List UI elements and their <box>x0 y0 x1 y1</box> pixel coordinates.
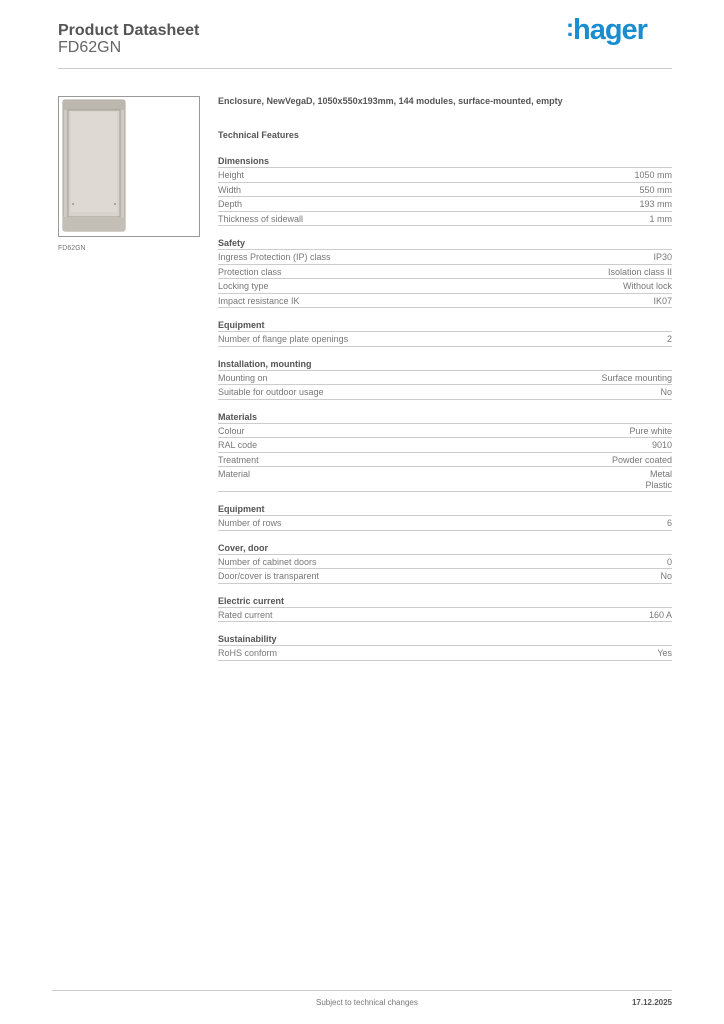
product-image <box>58 96 200 237</box>
spec-label: Treatment <box>218 454 259 465</box>
spec-label: RoHS conform <box>218 648 278 658</box>
section-heading: Sustainability <box>218 632 672 646</box>
spec-label: Mounting on <box>218 372 268 383</box>
spec-value: No <box>660 387 672 397</box>
spec-value: 0 <box>666 556 672 567</box>
spec-value: 2 <box>666 334 672 344</box>
spec-value: 1 mm <box>649 213 672 224</box>
section-heading: Installation, mounting <box>218 357 672 371</box>
section-heading: Cover, door <box>218 541 672 555</box>
spec-row <box>218 453 672 468</box>
spec-row <box>218 371 672 386</box>
spec-value: Surface mounting <box>601 372 672 383</box>
spec-row <box>218 555 672 570</box>
spec-row <box>218 516 672 531</box>
section-heading: Dimensions <box>218 154 672 168</box>
spec-section <box>218 236 672 308</box>
header-divider <box>58 68 672 69</box>
spec-row <box>218 467 672 492</box>
spec-section <box>218 594 672 623</box>
spec-row <box>218 385 672 400</box>
spec-row <box>218 608 672 623</box>
spec-label: Number of cabinet doors <box>218 556 317 567</box>
spec-label: Thickness of sidewall <box>218 213 304 224</box>
spec-value: 193 mm <box>639 199 672 209</box>
section-heading: Electric current <box>218 594 672 608</box>
spec-row <box>218 332 672 347</box>
product-code: FD62GN <box>58 39 122 56</box>
spec-value: Pure white <box>629 425 672 436</box>
spec-value: Without lock <box>622 281 672 291</box>
spec-label: Suitable for outdoor usage <box>218 387 324 397</box>
spec-label: Number of rows <box>218 518 282 528</box>
spec-label: Ingress Protection (IP) class <box>218 252 331 262</box>
footer-note: Subject to technical changes <box>316 998 418 1007</box>
section-heading: Equipment <box>218 318 672 332</box>
spec-row <box>218 168 672 183</box>
spec-value: Yes <box>657 648 672 658</box>
image-caption: FD62GN <box>58 245 86 252</box>
spec-section <box>218 154 672 226</box>
spec-label: Material <box>218 469 251 479</box>
section-heading: Materials <box>218 410 672 424</box>
spec-section <box>218 410 672 493</box>
footer-divider <box>52 990 672 991</box>
footer-date: 17.12.2025 <box>631 998 672 1007</box>
spec-value: 1050 mm <box>634 170 672 180</box>
spec-label: RAL code <box>218 440 258 450</box>
spec-row <box>218 250 672 265</box>
spec-label: Rated current <box>218 609 273 620</box>
spec-row <box>218 646 672 661</box>
logo-text: hager <box>573 14 647 46</box>
spec-row <box>218 294 672 309</box>
spec-value: 6 <box>666 518 672 528</box>
spec-row <box>218 279 672 294</box>
spec-row <box>218 212 672 227</box>
spec-sections <box>218 154 672 661</box>
spec-section <box>218 541 672 584</box>
spec-value: 9010 <box>651 440 672 450</box>
spec-value: IK07 <box>653 295 672 306</box>
spec-row <box>218 265 672 280</box>
spec-value: Isolation class II <box>607 266 672 277</box>
spec-label: Protection class <box>218 266 282 277</box>
section-heading: Equipment <box>218 502 672 516</box>
spec-row <box>218 197 672 212</box>
spec-label: Impact resistance IK <box>218 295 300 306</box>
product-description: Enclosure, NewVegaD, 1050x550x193mm, 144 modules, surface-mounted, empty <box>218 96 563 106</box>
spec-label: Height <box>218 170 245 180</box>
spec-section <box>218 318 672 347</box>
spec-section <box>218 632 672 661</box>
spec-value: No <box>660 571 672 581</box>
spec-section <box>218 502 672 531</box>
spec-label: Locking type <box>218 281 269 291</box>
spec-value: IP30 <box>653 252 672 262</box>
spec-row <box>218 438 672 453</box>
spec-value: Powder coated <box>611 454 672 465</box>
section-heading: Safety <box>218 236 672 250</box>
hager-logo: :hager <box>566 14 647 46</box>
spec-row <box>218 424 672 439</box>
spec-label: Door/cover is transparent <box>218 571 320 581</box>
spec-label: Depth <box>218 199 243 209</box>
spec-value: 160 A <box>648 609 672 620</box>
spec-row <box>218 183 672 198</box>
spec-value: Metal Plastic <box>645 469 672 490</box>
spec-row <box>218 569 672 584</box>
spec-label: Number of flange plate openings <box>218 334 349 344</box>
spec-label: Width <box>218 184 242 195</box>
spec-section <box>218 357 672 400</box>
spec-label: Colour <box>218 425 245 436</box>
page-title: Product Datasheet <box>58 22 200 39</box>
spec-value: 550 mm <box>639 184 672 195</box>
technical-features-heading: Technical Features <box>218 130 299 140</box>
